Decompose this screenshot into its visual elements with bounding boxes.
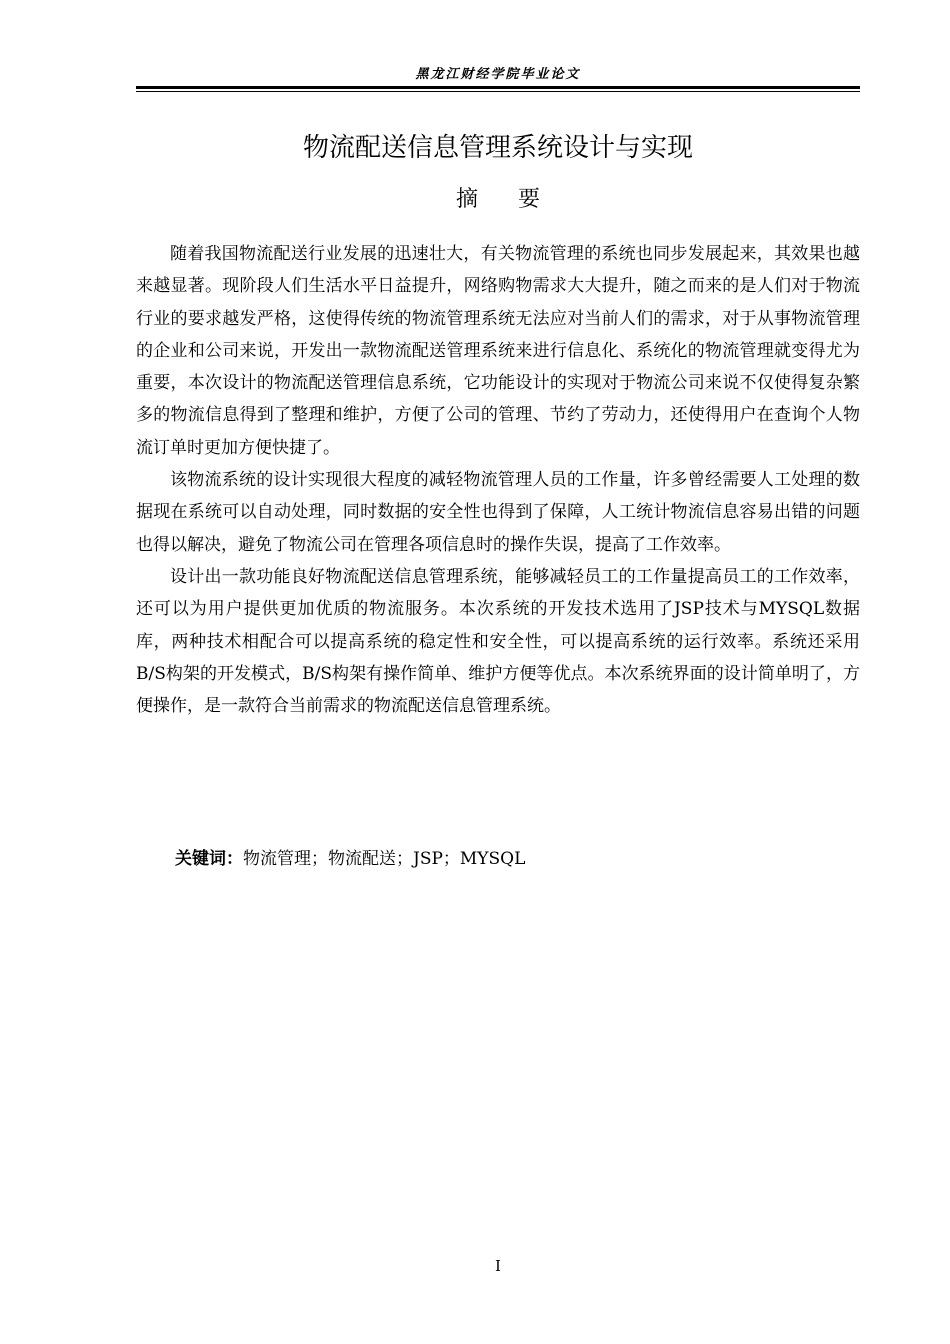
paper-title: 物流配送信息管理系统设计与实现 (302, 133, 693, 163)
header-rule-thick (136, 86, 860, 89)
abstract-paragraph-1: 随着我国物流配送行业发展的迅速壮大，有关物流管理的系统也同步发展起来，其效果也越来越显著。现阶段人们生活水平日益提升，网络购物需求大大提升，随之而来的是人们对于物流行业的要求越发严格，这使得传统的物流管理系统无法应对当前人们的需求，对于从事物流管理的企业和公司来说，开发出一款物流配送管理系统来进行信息化、系统化的物流管理就变得尤为重要，本次设计的物流配送管理信息系统，它功能设计的实现对于物流公司来说不仅使得复杂繁多的物流信息得到了整理和维护，方便了公司的管理、节约了劳动力，还使得用户在查询个人物流订单时更加方便快捷了。 (136, 244, 860, 458)
abstract-paragraph-3: 设计出一款功能良好物流配送信息管理系统，能够减轻员工的工作量提高员工的工作效率，还可以为用户提供更加优质的物流服务。本次系统的开发技术选用了JSP技术与MYSQL数据库，两种技术相配合可以提高系统的稳定性和安全性，可以提高系统的运行效率。系统还采用B/S构架的开发模式，B/S构架有操作简单、维护方便等优点。本次系统界面的设计简单明了，方便操作，是一款符合当前需求的物流配送信息管理系统。 (136, 566, 860, 717)
abstract-body (136, 238, 860, 722)
abstract-heading: 摘要 (455, 187, 580, 212)
keywords-line (175, 845, 525, 873)
abstract-paragraph-2: 该物流系统的设计实现很大程度的减轻物流管理人员的工作量，许多曾经需要人工处理的数据现在系统可以自动处理，同时数据的安全性也得到了保障，人工统计物流信息容易出错的问题也得以解决，避免了物流公司在管理各项信息时的操作失误，提高了工作效率。 (136, 470, 860, 555)
running-header: 黑龙江财经学院毕业论文 (415, 67, 581, 82)
keywords-label: 关键词： (175, 849, 243, 869)
keywords-value: 物流管理；物流配送；JSP；MYSQL (243, 849, 526, 869)
page-number: I (495, 1257, 501, 1275)
header-rule-thin (136, 91, 860, 92)
